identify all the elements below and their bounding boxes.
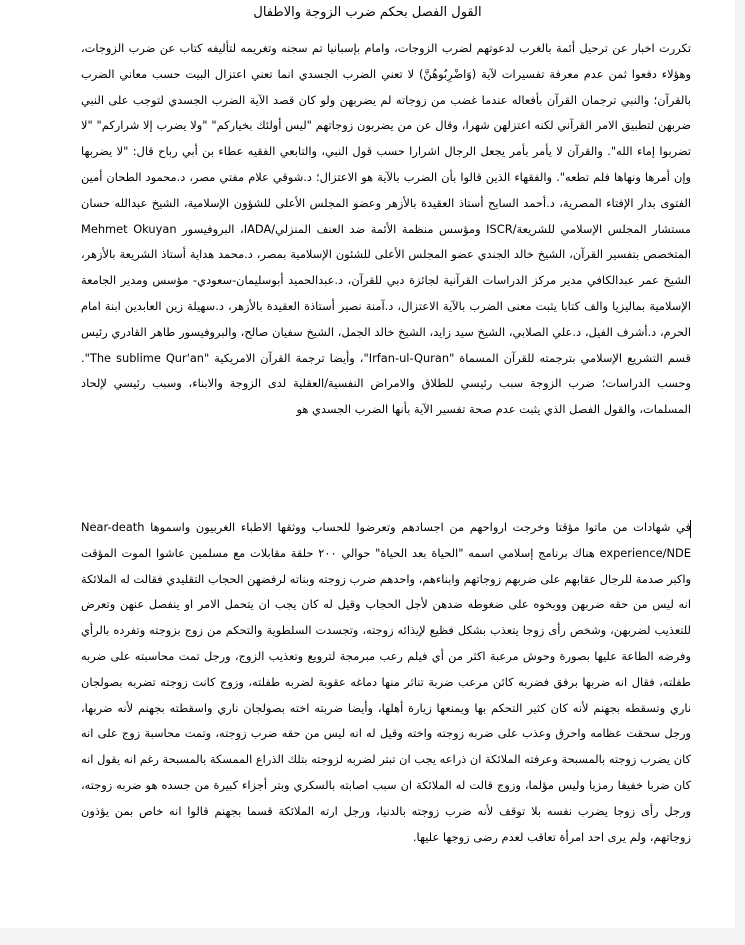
document-title: القول الفصل بحكم ضرب الزوجة والاطفال — [253, 5, 482, 20]
paragraph-1: تكررت اخبار عن ترحيل أئمة بالغرب لدعوتهم لضرب الزوجات، وامام بإسبانيا تم سجنه وتغريمه لتأليفه كتاب عن ضرب الزوجات، وهؤلاء دفعوا ثمن عدم معرفة تفسيرات لآية (وَاضْرِبُوهُنَّ) لا تعني الضرب الجسدي انما تعني اعتزال البيت حسب معاني الضرب بالقرآن؛ والنبي ترجمان القرآن بأفعاله عندما غضب من زوجاته لم يضربهن ولو كان قصد الآية الضرب الجسدي لتوجب على النبي ضربهن لتطبيق الامر القرآني لكنه اعتزلهن شهرا، وقال عن من يضربون زوجاتهم "ليس أولئك بخياركم" "ولا يضرب إلا شراركم" "لا تضربوا إماء الله". والقرآن لا يأمر بأمر يجعل الرجال اشرارا حسب قول النبي، والتابعي الفقيه عطاء بن أبي رباح قال: "لا يضربها وإن أمرها ونهاها فلم تطعه". والفقهاء الذين قالوا بأن الضرب بالآية هو الاعتزال؛ د.شوقي علام مفتي مصر، د.محمود الطحان أمين الفتوى بدار الإفتاء المصرية، د.أحمد السايح أستاذ العقيدة بالأزهر وعضو المجلس الأعلى للشؤون الإسلامية، الشيخ عبدالله حسان مستشار المجلس الإسلامي للشريعة/ISCR ومؤسس منظمة الأئمة ضد العنف المنزلي/IADA، البروفيسور Mehmet Okuyan المتخصص بتفسير القرآن، الشيخ خالد الجندي عضو المجلس الأعلى للشئون الإسلامية بمصر، د.محمد هداية أستاذ الشريعة بالأزهر، الشيخ عمر عبدالكافي مدير مركز الدراسات القرآنية لجائزة دبي للقرآن، د.عبدالحميد أبوسليمان-سعودي- مؤسس ومدير الجامعة الإسلامية بماليزيا والف كتابا يثبت معنى الضرب بالآية الاعتزال، د.آمنة نصير أستاذة العقيدة بالأزهر، د.سهيلة زين العابدين ابنة امام الحرم، د.أشرف الفيل، د.علي الصلابي، الشيخ سيد زايد، الشيخ خالد الجمل، الشيخ سفيان صالح، والبروفيسور طاهر القادري رئيس قسم التشريع الإسلامي بترجمته للقرآن المسماة "Irfan-ul-Quran"، وأيضا ترجمة القرآن الامريكية "The sublime Qur'an". وحسب الدراسات؛ ضرب الزوجة سبب رئيسي للطلاق والامراض النفسية/العقلية لدى الزوجة والابناء، وسبب رئيسي لإلحاد المسلمات، والقول الفصل الذي يثبت عدم صحة تفسير الآية بأنها الضرب الجسدي هو — [81, 41, 691, 417]
paragraph-2: في شهادات من ماتوا مؤقتا وخرجت ارواحهم من اجسادهم وتعرضوا للحساب ووثقها الاطباء الغربيون واسموها Near-death experience/NDE هناك برنامج إسلامي اسمه "الحياة بعد الحياة" حوالي ٢٠٠ حلقة مقابلات مع مسلمين عاشوا الموت المؤقت واكبر صدمة للرجال عقابهم على ضربهم زوجاتهم وابناءهم، واحدهم ضرب زوجته وبناته لرفضهن الحجاب التقليدي فقالت له الملائكة انه ليس من حقه ضربهن ووبخوه على ضغوطه ضدهن لأجل الحجاب وقيل له كان يجب ان يتحمل الامر او ينفصل عنهن وتعرض للتعذيب لضربهن، وشخص رأى زوجا يتعذب بشكل فظيع لإيذائه زوجته، وتجسدت السلطوية والتحكم من زوج بزوجته وتفرده بالرأي وفرضه الطاعة عليها بصورة وحوش مرعبة اكثر من أي فيلم رعب مبرمجة لترويع وتعذيب الزوج، ورجل تمت محاسبته على ضربه طفلته، فقال انه ضربها برفق فضربه كائن مرعب ضربة تناثر منها دماغه عقوبة لضربه طفلته، وزوج كانت زوجته تضربه بصولجان ناري وتسقطه بجهنم لأنه كان كثير التحكم بها ويمنعها زيارة أهلها، وأيضا ضربته اخته بصولجان ناري واسقطته بجهنم لأنه ضربها، ورجل سحقت عظامه واحرق وعذب على ضربه زوجته واخته وقيل له انه ليس من حقه ضرب زوجته، وتمت محاسبة زوج على انه كان يضرب زوجته بالمسبحة وعرفته الملائكة ان ذراعه يجب ان تبتر لضربه لزوجته بتلك الذراع الممسكة بالمسبحة رغم انه يقول انه كان ضربا خفيفا رمزيا وليس مؤلما، وزوج قالت له الملائكة ان سبب اصابته بالسكري وبتر أجزاء كبيرة من جسده هو ضربه زوجته، ورجل رأى زوجا يضرب نفسه بلا توقف لأنه ضرب زوجته بالدنيا، ورجل ارته الملائكة قسما بجهنم قالوا انه خاص بمن يؤذون زوجاتهم، ولم يرى احد امرأة تعاقب لعدم رضى زوجها عليها. — [81, 520, 691, 844]
